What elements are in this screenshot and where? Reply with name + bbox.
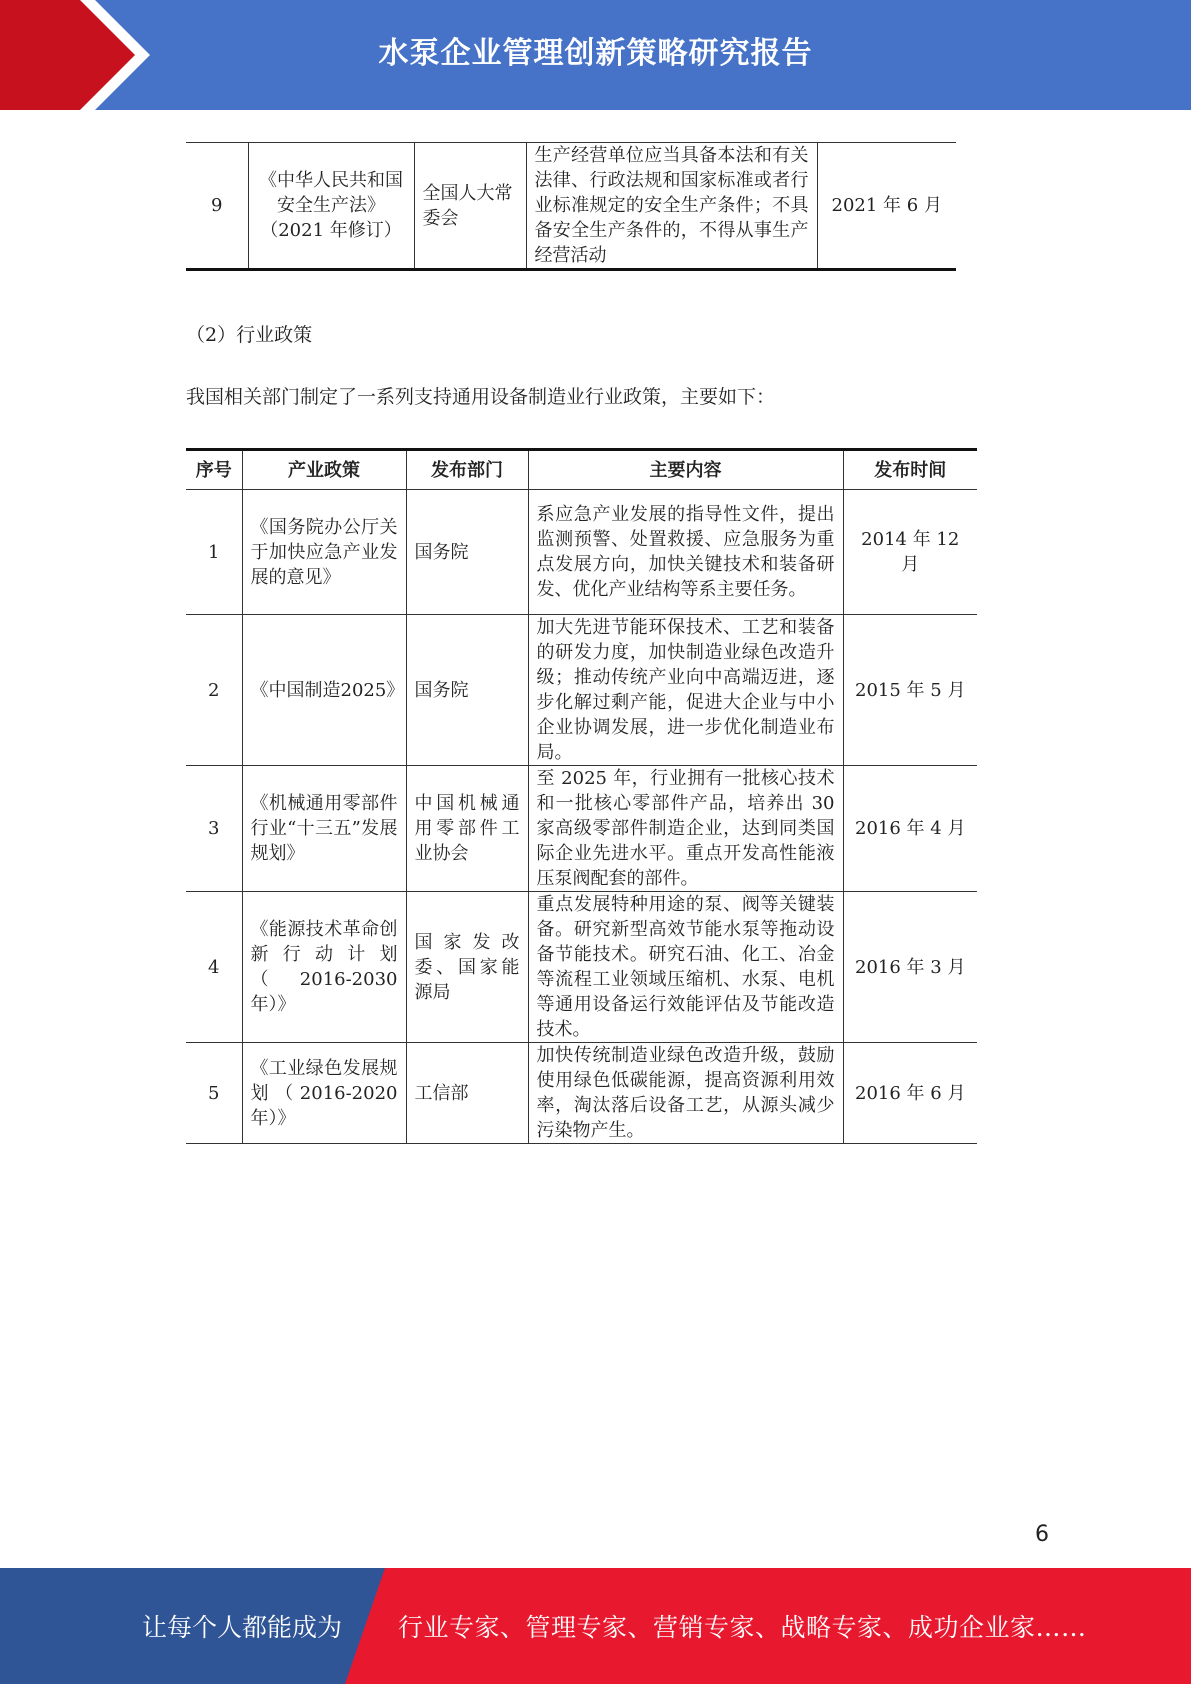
policy-name: 《机械通用零部件行业“十三五”发展规划》 xyxy=(242,766,406,892)
row-number: 5 xyxy=(186,1043,242,1144)
header-content: 主要内容 xyxy=(528,450,843,490)
issue-date: 2016 年 6 月 xyxy=(843,1043,977,1144)
table-row xyxy=(186,490,977,615)
issue-date: 2016 年 3 月 xyxy=(843,892,977,1043)
policy-name: 《能源技术革命创新行动计划（2016-2030 年）》 xyxy=(242,892,406,1043)
policy-content: 重点发展特种用途的泵、阀等关键装备。研究新型高效节能水泵等拖动设备节能技术。研究石油、化工、冶金等流程工业领域压缩机、水泵、电机等通用设备运行效能评估及节能改造技术。 xyxy=(528,892,843,1043)
policy-name: 《工业绿色发展规划（2016-2020 年）》 xyxy=(242,1043,406,1144)
row-number: 9 xyxy=(186,143,248,270)
footer-slogan-right: 行业专家、管理专家、营销专家、战略专家、成功企业家…… xyxy=(398,1613,1087,1642)
policy-name: 《中国制造2025》 xyxy=(242,615,406,766)
policy-content: 生产经营单位应当具备本法和有关法律、行政法规和国家标准或者行业标准规定的安全生产条件；不具备安全生产条件的，不得从事生产经营活动 xyxy=(526,143,817,270)
issue-date: 2014 年 12 月 xyxy=(843,490,977,615)
row-number: 3 xyxy=(186,766,242,892)
section-heading: （2）行业政策 xyxy=(186,324,313,346)
policy-content: 加大先进节能环保技术、工艺和装备的研发力度，加快制造业绿色改造升级；推动传统产业向中高端迈进，逐步化解过剩产能，促进大企业与中小企业协调发展，进一步优化制造业布局。 xyxy=(528,615,843,766)
page-number: 6 xyxy=(1035,1522,1049,1547)
table-row xyxy=(186,1043,977,1144)
policy-content: 至 2025 年，行业拥有一批核心技术和一批核心零部件产品，培养出 30 家高级零部件制造企业，达到同类国际企业先进水平。重点开发高性能液压泵阀配套的部件。 xyxy=(528,766,843,892)
footer-slogan-left: 让每个人都能成为 xyxy=(142,1613,343,1642)
row-number: 2 xyxy=(186,615,242,766)
continued-law-table xyxy=(186,142,956,271)
policy-name: 《中华人民共和国安全生产法》（2021 年修订） xyxy=(248,143,414,270)
table-row xyxy=(186,892,977,1043)
issue-date: 2015 年 5 月 xyxy=(843,615,977,766)
policy-name: 《国务院办公厅关于加快应急产业发展的意见》 xyxy=(242,490,406,615)
issuing-department: 全国人大常委会 xyxy=(414,143,526,270)
issuing-department: 国务院 xyxy=(406,615,528,766)
row-number: 4 xyxy=(186,892,242,1043)
issue-date: 2021 年 6 月 xyxy=(817,143,956,270)
header-number: 序号 xyxy=(186,450,242,490)
header-department: 发布部门 xyxy=(406,450,528,490)
policy-content: 系应急产业发展的指导性文件，提出监测预警、处置救援、应急服务为重点发展方向，加快关键技术和装备研发、优化产业结构等系主要任务。 xyxy=(528,490,843,615)
table-row xyxy=(186,143,956,270)
issuing-department: 国务院 xyxy=(406,490,528,615)
page-header xyxy=(0,0,1191,110)
policy-content: 加快传统制造业绿色改造升级，鼓励使用绿色低碳能源，提高资源利用效率，淘汰落后设备工艺，从源头减少污染物产生。 xyxy=(528,1043,843,1144)
row-number: 1 xyxy=(186,490,242,615)
industry-policy-table xyxy=(186,448,977,1144)
header-date: 发布时间 xyxy=(843,450,977,490)
issue-date: 2016 年 4 月 xyxy=(843,766,977,892)
table-row xyxy=(186,615,977,766)
header-policy: 产业政策 xyxy=(242,450,406,490)
issuing-department: 工信部 xyxy=(406,1043,528,1144)
table-row xyxy=(186,766,977,892)
table-header-row xyxy=(186,450,977,490)
issuing-department: 中国机械通用零部件工业协会 xyxy=(406,766,528,892)
section-intro: 我国相关部门制定了一系列支持通用设备制造业行业政策，主要如下： xyxy=(186,386,776,408)
issuing-department: 国家发改委、国家能源局 xyxy=(406,892,528,1043)
report-title: 水泵企业管理创新策略研究报告 xyxy=(378,36,813,71)
page-footer xyxy=(0,1568,1191,1684)
